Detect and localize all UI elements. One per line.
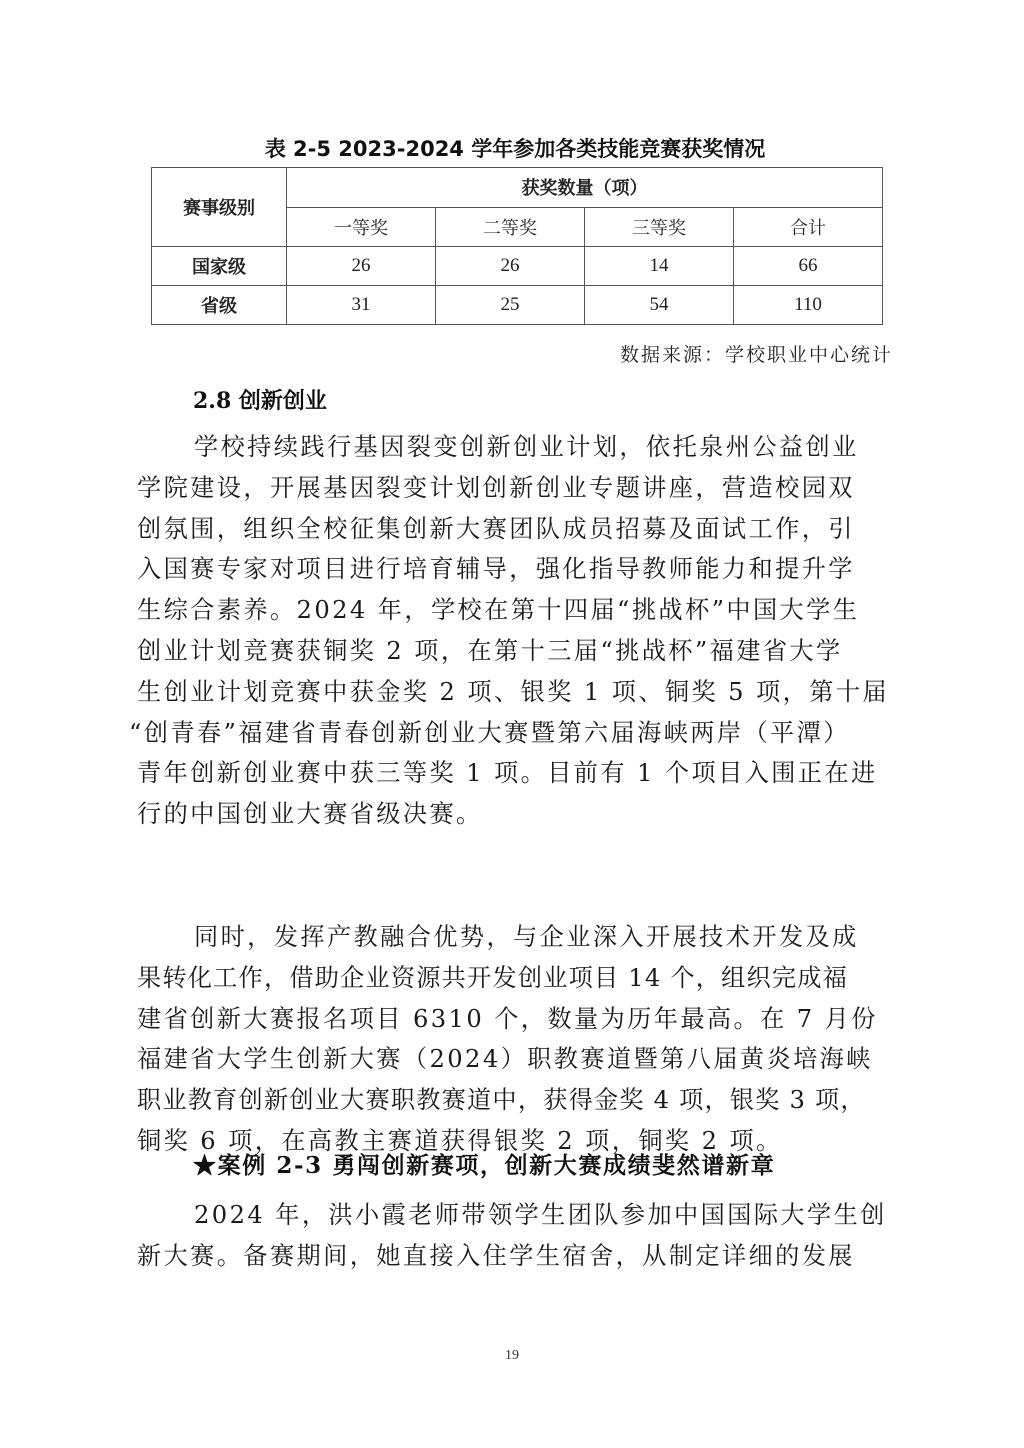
- table-header-row: [152, 168, 883, 208]
- cell-value: 26: [287, 247, 436, 286]
- text-line: 生创业计划竞赛中获金奖 2 项、银奖 1 项、铜奖 5 项，第十届: [137, 677, 889, 706]
- text-line: 果转化工作，借助企业资源共开发创业项目 14 个，组织完成福: [137, 963, 849, 992]
- text-line: 同时，发挥产教融合优势，与企业深入开展技术开发及成: [194, 923, 859, 951]
- column-header-first-prize: 一等奖: [287, 207, 436, 247]
- text-line: 福建省大学生创新大赛（2024）职教赛道暨第八届黄炎培海峡: [137, 1045, 873, 1074]
- paragraph-3: [137, 1195, 894, 1277]
- text-line: 学校持续践行基因裂变创新创业计划，依托泉州公益创业: [194, 433, 859, 461]
- table-row: [152, 247, 883, 286]
- text-line: 学院建设，开展基因裂变计划创新创业专题讲座，营造校园双: [137, 473, 855, 502]
- column-header-third-prize: 三等奖: [585, 207, 734, 247]
- text-line: 行的中国创业大赛省级决赛。: [137, 800, 483, 829]
- text-line: 生综合素养。2024 年，学校在第十四届“挑战杯”中国大学生: [137, 596, 860, 625]
- paragraph-2: [137, 917, 894, 1162]
- star-icon: ★: [193, 1152, 218, 1179]
- cell-value: 31: [287, 286, 436, 325]
- cell-value: 110: [734, 286, 883, 325]
- cell-value: 14: [585, 247, 734, 286]
- row-label-provincial: 省级: [152, 286, 287, 325]
- cell-value: 26: [436, 247, 585, 286]
- row-label-national: 国家级: [152, 247, 287, 286]
- text-line: 创氛围，组织全校征集创新大赛团队成员招募及面试工作，引: [137, 514, 855, 543]
- table-row: [152, 286, 883, 325]
- text-line: 创业计划竞赛获铜奖 2 项，在第十三届“挑战杯”福建省大学: [137, 636, 843, 665]
- text-line: 建省创新大赛报名项目 6310 个，数量为历年最高。在 7 月份: [137, 1004, 878, 1033]
- cell-value: 25: [436, 286, 585, 325]
- column-header-total: 合计: [734, 207, 883, 247]
- table-source-note: 数据来源：学校职业中心统计: [619, 344, 893, 366]
- column-header-second-prize: 二等奖: [436, 207, 585, 247]
- text-line: 2024 年，洪小霞老师带领学生团队参加中国国际大学生创: [194, 1201, 887, 1229]
- table-caption: 表 2-5 2023-2024 学年参加各类技能竞赛获奖情况: [264, 137, 766, 161]
- row-header-label: 赛事级别: [152, 168, 287, 247]
- text-line: 入国赛专家对项目进行培育辅导，强化指导教师能力和提升学: [137, 555, 855, 584]
- group-header: 获奖数量（项）: [287, 168, 883, 208]
- awards-table: [151, 167, 883, 325]
- page-number: 19: [505, 1348, 519, 1363]
- paragraph-1: [129, 427, 894, 835]
- text-line: 铜奖 6 项，在高教主赛道获得银奖 2 项，铜奖 2 项。: [137, 1126, 783, 1155]
- text-line: “创青春”福建省青春创新创业大赛暨第六届海峡两岸（平潭）: [129, 718, 850, 747]
- text-line: 职业教育创新创业大赛职教赛道中，获得金奖 4 项，银奖 3 项，: [137, 1086, 866, 1115]
- case-title-text: 案例 2-3 勇闯创新赛项，创新大赛成绩斐然谱新章: [217, 1152, 776, 1179]
- case-title: [193, 1150, 775, 1182]
- cell-value: 54: [585, 286, 734, 325]
- text-line: 青年创新创业赛中获三等奖 1 项。目前有 1 个项目入围正在进: [137, 759, 878, 788]
- text-line: 新大赛。备赛期间，她直接入住学生宿舍，从制定详细的发展: [137, 1241, 855, 1270]
- cell-value: 66: [734, 247, 883, 286]
- section-heading: 2.8 创新创业: [193, 388, 327, 414]
